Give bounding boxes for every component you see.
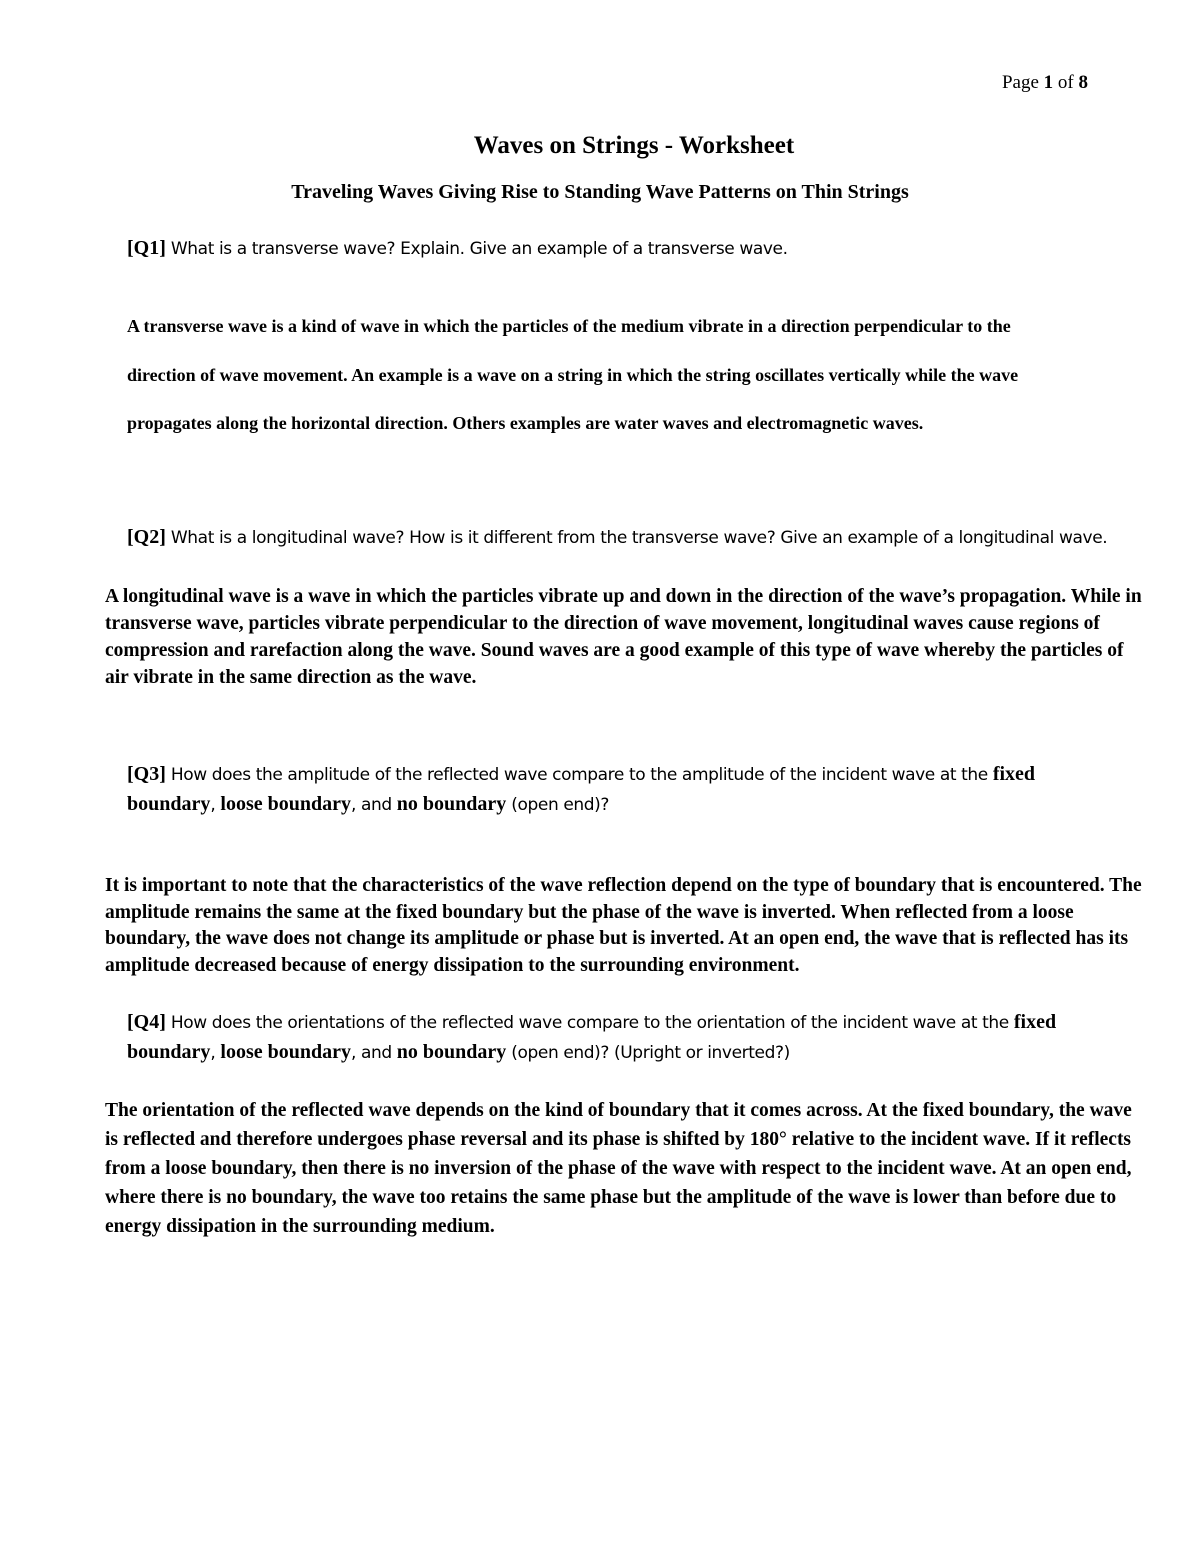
page-total: 8 bbox=[1078, 72, 1088, 93]
page-current: 1 bbox=[1043, 72, 1054, 93]
question-1-text: What is a transverse wave? Explain. Give an example of a transverse wave. bbox=[165, 239, 788, 259]
answer-2: A longitudinal wave is a wave in which the particles vibrate up and down in the direction of the wave’s propagation. While in transverse wave, particles vibrate perpendicular to the direction of wave movement, longitudinal waves cause regions of compression and rarefaction along the wave. Sound waves are a good example of this type of wave whereby the particles of air vibrate in the same direction as the wave. bbox=[105, 586, 1142, 688]
answer-3: It is important to note that the characteristics of the wave reflection depend on the type of boundary that is encountered. The amplitude remains the same at the fixed boundary but the phase of the wave is inverted. When reflected from a loose boundary, the wave does not change its amplitude or phase but is inverted. At an open end, the wave that is reflected has its amplitude decreased because of energy dissipation to the surrounding environment. bbox=[105, 875, 1142, 976]
question-3 bbox=[127, 760, 1127, 820]
question-4-text-2: , bbox=[210, 1043, 221, 1063]
question-4-text-3: , and bbox=[350, 1043, 397, 1063]
page-prefix: Page bbox=[1001, 72, 1044, 93]
question-4-loose-boundary: loose boundary bbox=[220, 1041, 351, 1063]
question-4-text-1: How does the orientations of the reflected wave compare to the orientation of the incident wave at the bbox=[165, 1013, 1014, 1033]
question-3-tag: [Q3] bbox=[127, 763, 166, 785]
question-3-loose-boundary: loose boundary bbox=[220, 793, 351, 815]
answer-4: The orientation of the reflected wave depends on the kind of boundary that it comes across. At the fixed boundary, the wave is reflected and therefore undergoes phase reversal and its phase is shifted by 180° relative to the incident wave. If it reflects from a loose boundary, then there is no inversion of the phase of the wave with respect to the incident wave. At an open end, where there is no boundary, the wave too retains the same phase but the amplitude of the wave is lower than before due to energy dissipation in the surrounding medium. bbox=[105, 1100, 1132, 1237]
question-3-text-1: How does the amplitude of the reflected wave compare to the amplitude of the incident wave at the bbox=[165, 765, 993, 785]
question-2-tag: [Q2] bbox=[127, 526, 166, 548]
question-4-tag: [Q4] bbox=[127, 1011, 166, 1033]
question-4-fixed-boundary: fixed boundary bbox=[127, 1011, 1057, 1063]
question-2-text: What is a longitudinal wave? How is it different from the transverse wave? Give an example of a longitudinal wave. bbox=[165, 528, 1108, 548]
question-4-no-boundary: no boundary bbox=[396, 1041, 507, 1063]
question-3-no-boundary: no boundary bbox=[396, 793, 507, 815]
answer-1: A transverse wave is a kind of wave in which the particles of the medium vibrate in a direction perpendicular to the direction of wave movement. An example is a wave on a string in which the string oscillates vertically while the wave propagates along the horizontal direction. Others examples are water waves and electromagnetic waves. bbox=[127, 316, 1019, 433]
page-number bbox=[1002, 72, 1088, 94]
page-of: of bbox=[1053, 72, 1079, 93]
worksheet-subtitle: Traveling Waves Giving Rise to Standing Wave Patterns on Thin Strings bbox=[291, 181, 909, 203]
worksheet-title: Waves on Strings - Worksheet bbox=[473, 132, 795, 159]
question-3-text-4: (open end)? bbox=[506, 795, 610, 815]
question-3-text-2: , bbox=[210, 795, 221, 815]
question-2 bbox=[127, 523, 1117, 553]
question-3-fixed-boundary: fixed boundary bbox=[127, 763, 1036, 815]
question-1-tag: [Q1] bbox=[127, 237, 166, 259]
question-4 bbox=[127, 1008, 1127, 1068]
question-4-text-4: (open end)? (Upright or inverted?) bbox=[506, 1043, 790, 1063]
question-1 bbox=[127, 234, 1127, 264]
question-3-text-3: , and bbox=[350, 795, 397, 815]
